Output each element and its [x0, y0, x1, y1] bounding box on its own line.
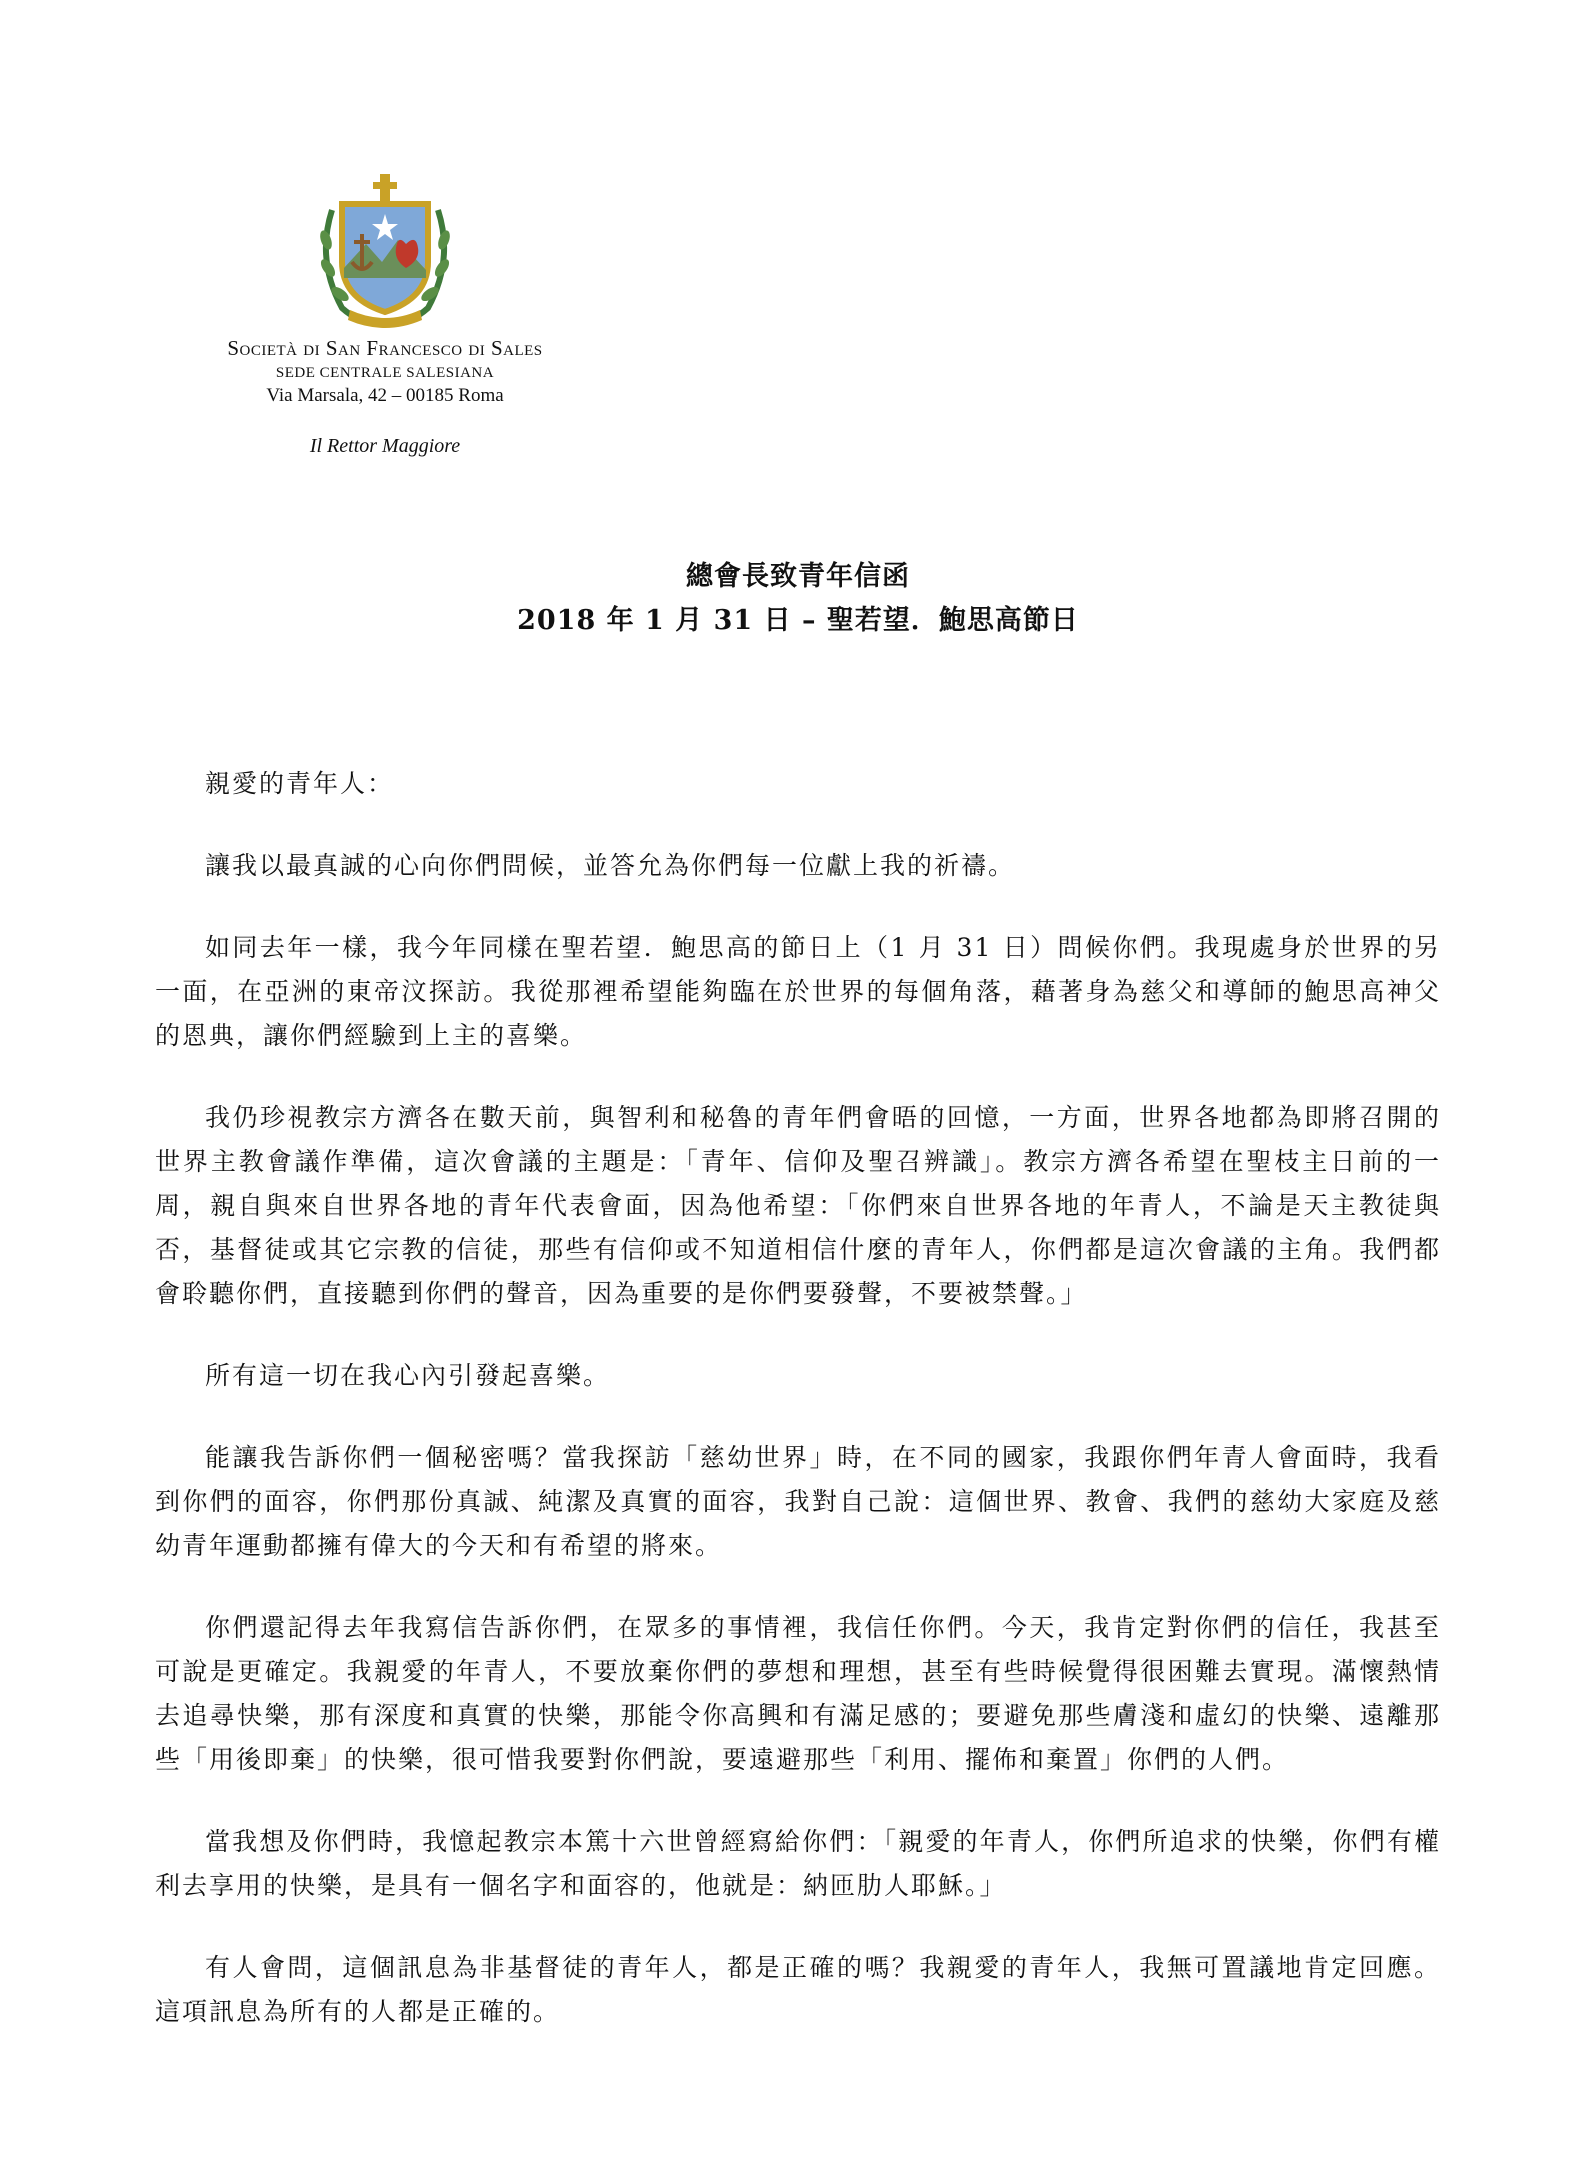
title-line-2: 2018 年 1 月 31 日 – 聖若望．鮑思高節日	[517, 605, 1079, 636]
salutation: 親愛的青年人：	[205, 769, 395, 798]
letter-title	[0, 555, 1596, 643]
office-title: Il Rettor Maggiore	[309, 435, 461, 457]
paragraph: 能讓我告訴你們一個秘密嗎？當我探訪「慈幼世界」時，在不同的國家，我跟你們年青人會面時，我看到你們的面容，你們那份真誠、純潔及真實的面容，我對自己說：這個世界、教會、我們的慈幼大家庭及慈幼青年運動都擁有偉大的今天和有希望的將來。	[155, 1443, 1441, 1560]
letterhead	[150, 170, 620, 458]
paragraph: 讓我以最真誠的心向你們問候，並答允為你們每一位獻上我的祈禱。	[205, 851, 1016, 880]
paragraph: 如同去年一樣，我今年同樣在聖若望．鮑思高的節日上（1 月 31 日）問候你們。我現處身於世界的另一面，在亞洲的東帝汶探訪。我從那裡希望能夠臨在於世界的每個角落，藉著身為慈父和導師的鮑思高神父的恩典，讓你們經驗到上主的喜樂。	[155, 933, 1441, 1050]
title-line-1: 總會長致青年信函	[686, 561, 910, 592]
letter-body	[155, 762, 1441, 2072]
organization-address: Via Marsala, 42 – 00185 Roma	[266, 385, 504, 406]
paragraph: 有人會問，這個訊息為非基督徒的青年人，都是正確的嗎？我親愛的青年人，我無可置議地肯定回應。這項訊息為所有的人都是正確的。	[155, 1953, 1441, 2026]
paragraph: 我仍珍視教宗方濟各在數天前，與智利和秘魯的青年們會晤的回憶，一方面，世界各地都為即將召開的世界主教會議作準備，這次會議的主題是：「青年、信仰及聖召辨識」。教宗方濟各希望在聖枝主日前的一周，親自與來自世界各地的青年代表會面，因為他希望：「你們來自世界各地的年青人，不論是天主教徒與否，基督徒或其它宗教的信徒，那些有信仰或不知道相信什麼的青年人，你們都是這次會議的主角。我們都會聆聽你們，直接聽到你們的聲音，因為重要的是你們要發聲，不要被禁聲。」	[155, 1103, 1441, 1308]
paragraph: 你們還記得去年我寫信告訴你們，在眾多的事情裡，我信任你們。今天，我肯定對你們的信任，我甚至可說是更確定。我親愛的年青人，不要放棄你們的夢想和理想，甚至有些時候覺得很困難去實現。滿懷熱情去追尋快樂，那有深度和真實的快樂，那能令你高興和有滿足感的；要避免那些膚淺和虛幻的快樂、遠離那些「用後即棄」的快樂，很可惜我要對你們說，要遠避那些「利用、擺佈和棄置」你們的人們。	[155, 1613, 1441, 1774]
organization-name: Società di San Francesco di Sales	[227, 336, 543, 360]
salesian-coat-of-arms-icon	[310, 170, 460, 330]
paragraph: 所有這一切在我心內引發起喜樂。	[205, 1361, 611, 1390]
organization-subtitle: SEDE CENTRALE SALESIANA	[275, 365, 495, 381]
paragraph: 當我想及你們時，我憶起教宗本篤十六世曾經寫給你們：「親愛的年青人，你們所追求的快樂，你們有權利去享用的快樂，是具有一個名字和面容的，他就是：納匝肋人耶穌。」	[155, 1827, 1441, 1900]
